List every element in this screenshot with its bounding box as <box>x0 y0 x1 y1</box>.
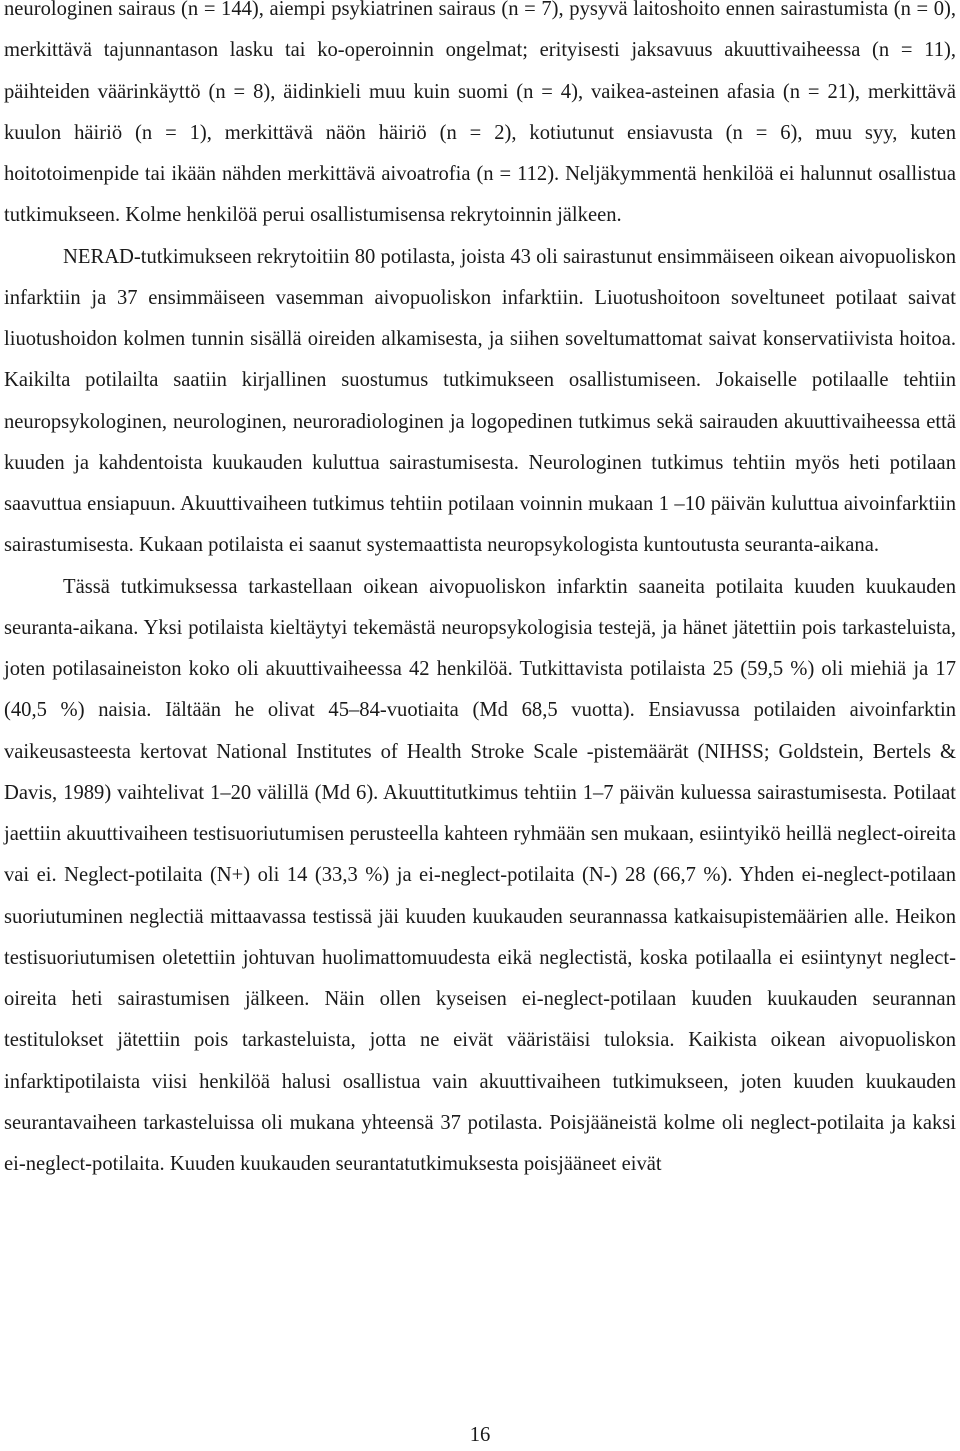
page-number: 16 <box>469 1424 491 1446</box>
paragraph-exclusion-criteria: neurologinen sairaus (n = 144), aiempi psykiatrinen sairaus (n = 7), pysyvä laitoshoito ennen sairastumista (n = 0), merkittävä tajunnantason lasku tai ko-operoinnin ongelmat; erityisesti jaksavuus akuuttivaiheessa (n = 11), päihteiden väärinkäyttö (n = 8), äidinkieli muu kuin suomi (n = 4), vaikea-asteinen afasia (n = 21), merkittävä kuulon häiriö (n = 1), merkittävä näön häiriö (n = 2), kotiutunut ensiavusta (n = 6), muu syy, kuten hoitotoimenpide tai ikään nähden merkittävä aivoatrofia (n = 112). Neljäkymmentä henkilöä ei halunnut osallistua tutkimukseen. Kolme henkilöä perui osallistumisensa rekrytoinnin jälkeen. <box>4 0 956 227</box>
paragraph-study-sample: Tässä tutkimuksessa tarkastellaan oikean aivopuoliskon infarktin saaneita potilaita kuuden kuukauden seuranta-aikana. Yksi potilaista kieltäytyi tekemästä neuropsykologisia testejä, ja hänet jätettiin pois tarkasteluista, joten potilasaineiston koko oli akuuttivaiheessa 42 henkilöä. Tutkittavista potilaista 25 (59,5 %) oli miehiä ja 17 (40,5 %) naisia. Iältään he olivat 45–84-vuotiaita (Md 68,5 vuotta). Ensiavussa potilaiden aivoinfarktin vaikeusasteesta kertovat National Institutes of Health Stroke Scale -pistemäärät (NIHSS; Goldstein, Bertels & Davis, 1989) vaihtelivat 1–20 välillä (Md 6). Akuuttitutkimus tehtiin 1–7 päivän kuluessa sairastumisesta. Potilaat jaettiin akuuttivaiheen testisuoriutumisen perusteella kahteen ryhmään sen mukaan, esiintyikö heillä neglect-oireita vai ei. Neglect-potilaita (N+) oli 14 (33,3 %) ja ei-neglect-potilaita (N-) 28 (66,7 %). Yhden ei-neglect-potilaan suoriutuminen neglectiä mittaavassa testissä jäi kuuden kuukauden seurannassa katkaisupistemäärien alle. Heikon testisuoriutumisen oletettiin johtuvan huolimattomuudesta eikä neglectistä, koska potilaalla ei esiintynyt neglect-oireita heti sairastumisen jälkeen. Näin ollen kyseisen ei-neglect-potilaan kuuden kuukauden seurannan testitulokset jätettiin pois tarkasteluista, jotta ne eivät vääristäisi tuloksia. Kaikista oikean aivopuoliskon infarktipotilaista viisi henkilöä halusi osallistua vain akuuttivaiheen tutkimukseen, joten kuuden kuukauden seurantavaiheen tarkasteluissa oli mukana yhteensä 37 potilasta. Poisjääneistä kolme oli neglect-potilaita ja kaksi ei-neglect-potilaita. Kuuden kuukauden seurantatutkimuksesta poisjääneet eivät <box>4 575 956 1175</box>
body-text <box>4 0 956 1185</box>
paragraph-nerad-recruitment: NERAD-tutkimukseen rekrytoitiin 80 potilasta, joista 43 oli sairastunut ensimmäiseen oikean aivopuoliskon infarktiin ja 37 ensimmäiseen vasemman aivopuoliskon infarktiin. Liuotushoitoon soveltuneet potilaat saivat liuotushoidon kolmen tunnin sisällä oireiden alkamisesta, ja siihen soveltumattomat saivat konservatiivista hoitoa. Kaikilta potilailta saatiin kirjallinen suostumus tutkimukseen osallistumiseen. Jokaiselle potilaalle tehtiin neuropsykologinen, neurologinen, neuroradiologinen ja logopedinen tutkimus sekä sairauden akuuttivaiheessa että kuuden ja kahdentoista kuukauden kuluttua sairastumisesta. Neurologinen tutkimus tehtiin myös heti potilaan saavuttua ensiapuun. Akuuttivaiheen tutkimus tehtiin potilaan voinnin mukaan 1 –10 päivän kuluttua aivoinfarktiin sairastumisesta. Kukaan potilaista ei saanut systemaattista neuropsykologista kuntoutusta seuranta-aikana. <box>4 245 956 557</box>
